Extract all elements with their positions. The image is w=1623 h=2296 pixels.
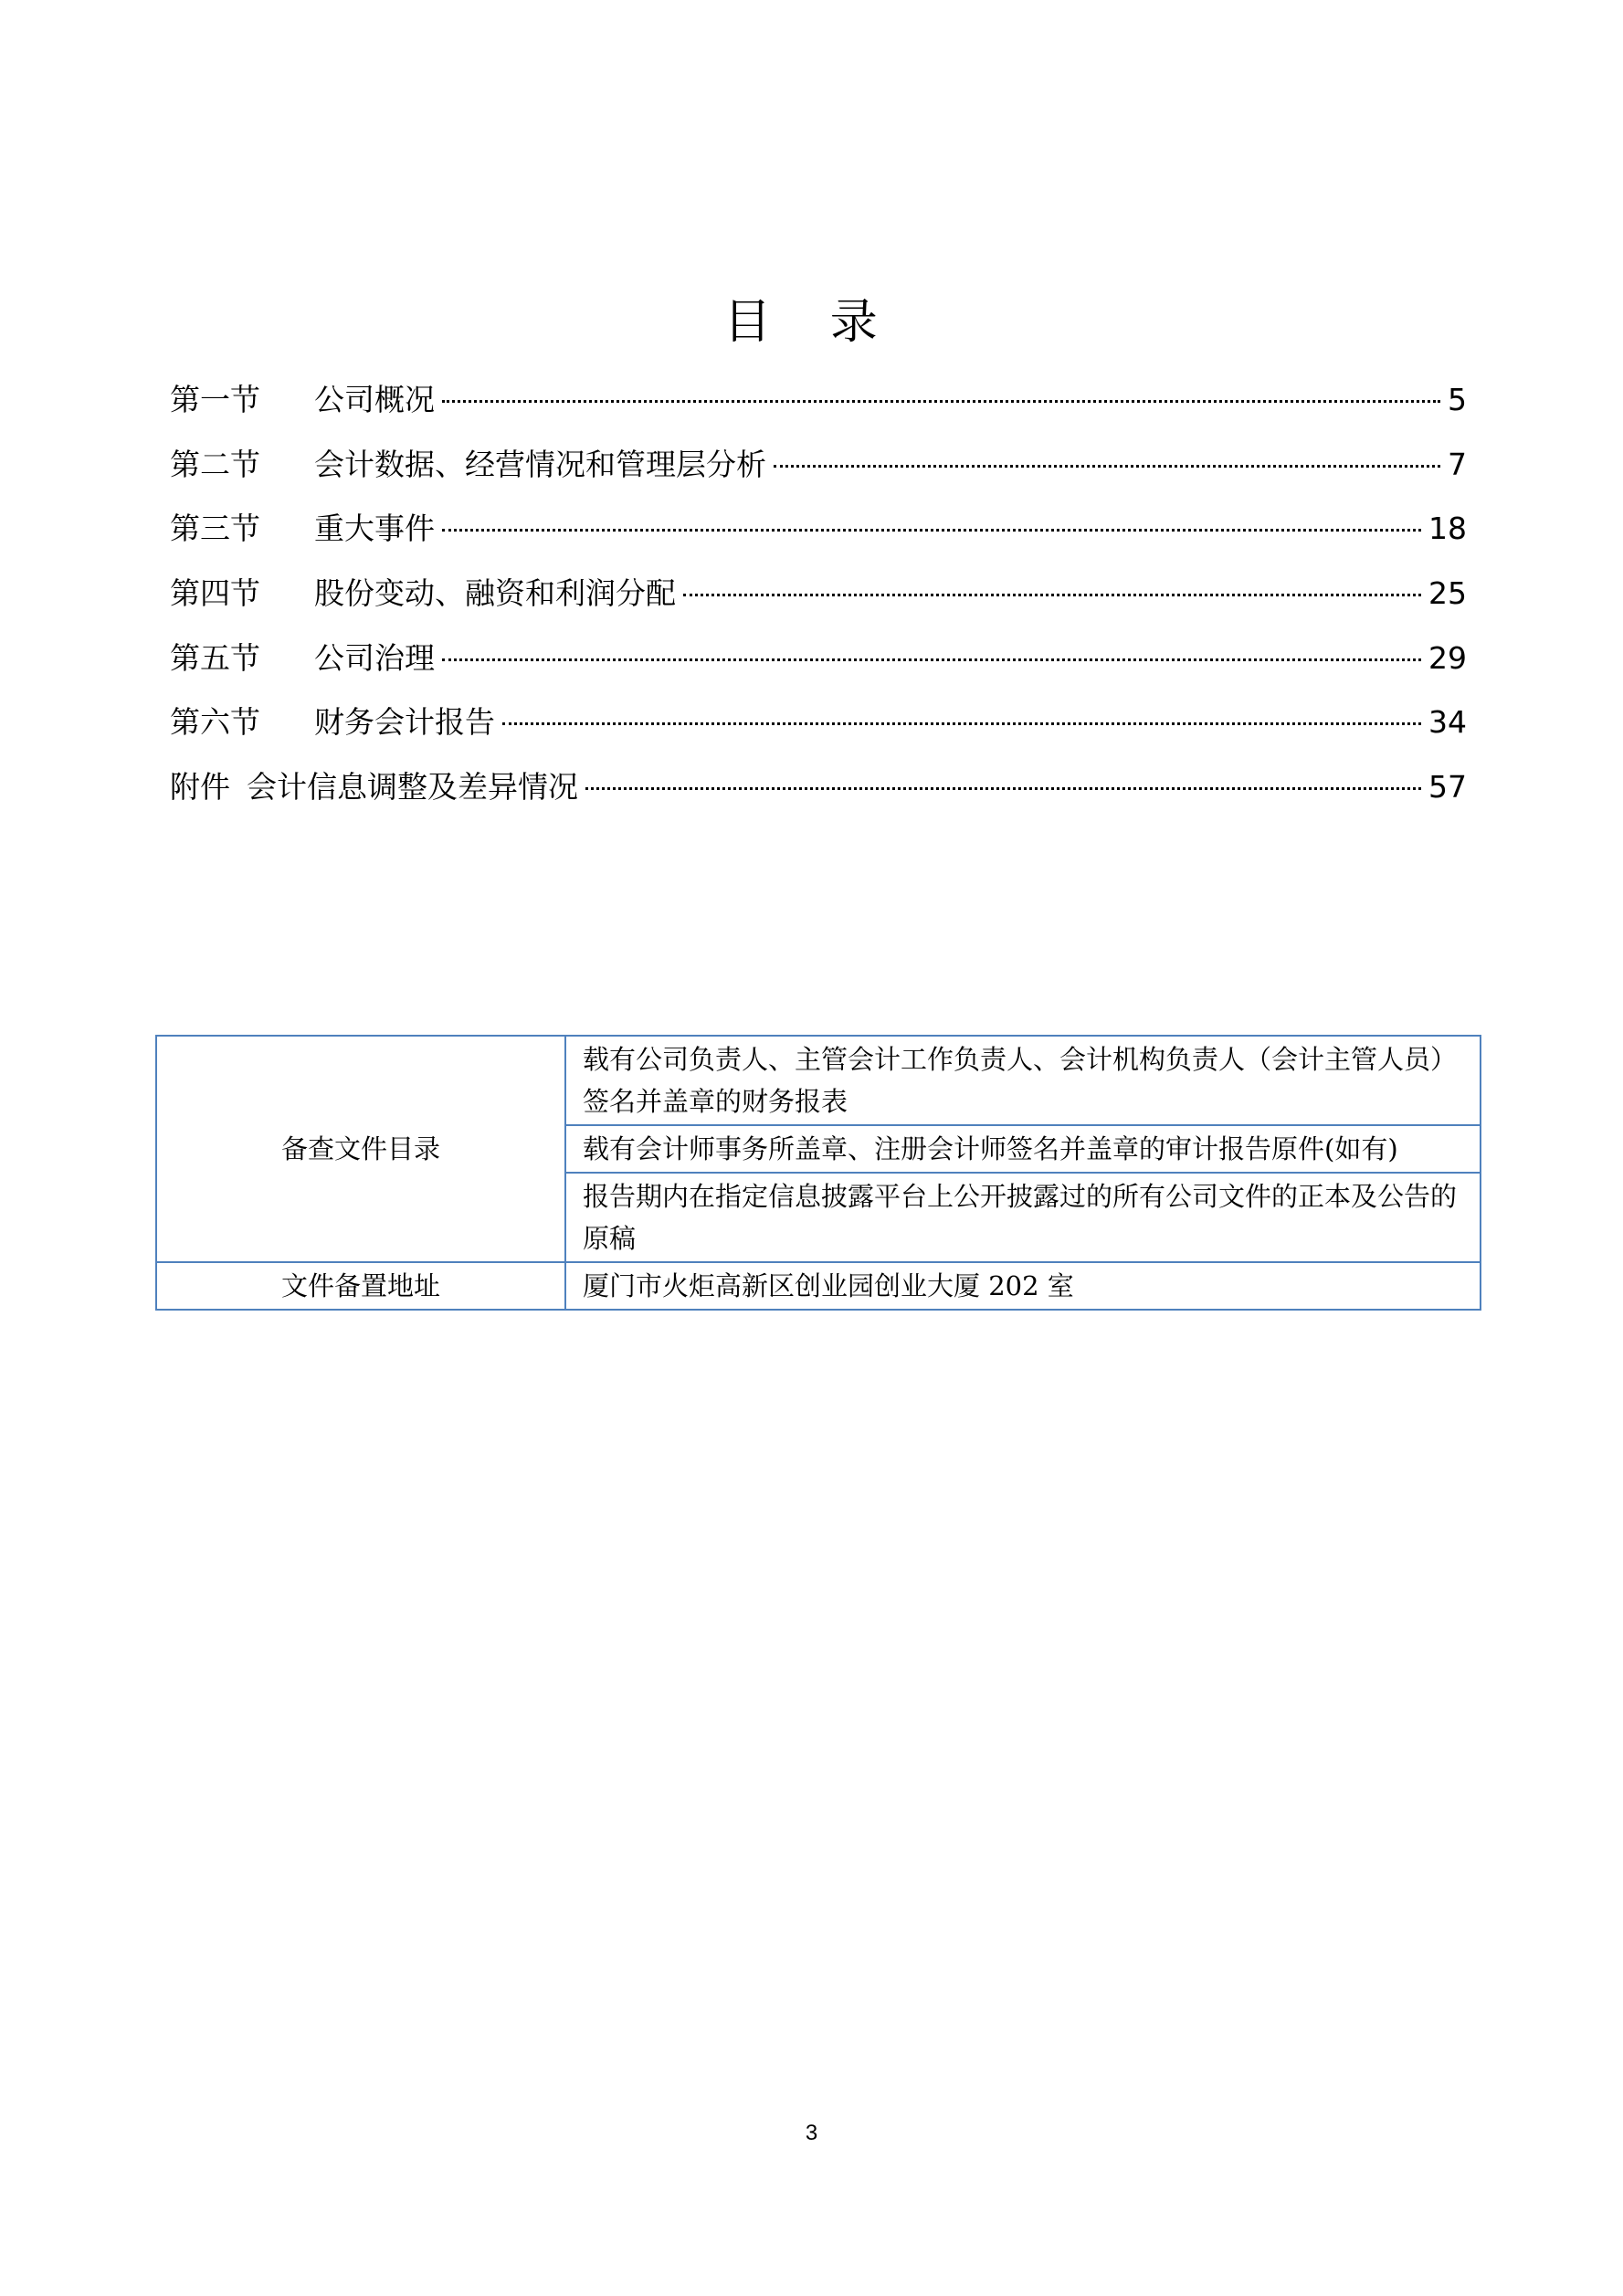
toc-entry-section-number: 第一节: [170, 382, 260, 417]
toc-entry-section-number: 第四节: [170, 575, 260, 612]
toc-entry-section-number: 附件: [170, 769, 230, 806]
docs-item-cell: 载有公司负责人、主管会计工作负责人、会计机构负责人（会计主管人员）签名并盖章的财务报表: [565, 1036, 1481, 1125]
docs-item-cell: 载有会计师事务所盖章、注册会计师签名并盖章的审计报告原件(如有): [565, 1125, 1481, 1173]
toc-dot-leader: [774, 465, 1440, 468]
toc-entry-page: 29: [1428, 639, 1467, 676]
toc-dot-leader: [442, 529, 1421, 532]
toc-entry[interactable]: [170, 570, 1467, 635]
toc-entry-page: 25: [1428, 575, 1467, 612]
toc-dot-leader: [502, 722, 1421, 725]
table-row: [156, 1036, 1481, 1125]
toc-entry-page: 7: [1448, 446, 1467, 482]
toc-entry-section-number: 第三节: [170, 511, 260, 547]
toc-entry-page: 5: [1448, 382, 1467, 417]
toc-dot-leader: [442, 658, 1421, 661]
reference-documents-table: [155, 1035, 1481, 1311]
toc-entry-page: 18: [1428, 511, 1467, 547]
toc-entry[interactable]: [170, 635, 1467, 700]
toc-entry-section-number: 第二节: [170, 446, 260, 482]
toc-entry[interactable]: [170, 505, 1467, 570]
toc-entry[interactable]: [170, 699, 1467, 764]
toc-entry[interactable]: [170, 441, 1467, 506]
toc-entry-title: 会计信息调整及差异情况: [247, 769, 578, 806]
toc-title: 目 录: [723, 295, 900, 350]
page-number: 3: [805, 2121, 818, 2145]
toc-entry-section-number: 第五节: [170, 639, 260, 676]
table-row: [156, 1262, 1481, 1310]
docs-label-cell: 备查文件目录: [156, 1036, 565, 1262]
toc-entry-title: 会计数据、经营情况和管理层分析: [314, 446, 766, 482]
toc-entry[interactable]: [170, 376, 1467, 441]
toc-entry-title: 财务会计报告: [314, 704, 495, 741]
table-of-contents: [170, 376, 1467, 828]
toc-dot-leader: [442, 400, 1440, 403]
toc-entry-appendix[interactable]: [170, 764, 1467, 828]
address-cell: 厦门市火炬高新区创业园创业大厦 202 室: [565, 1262, 1481, 1310]
docs-item-cell: 报告期内在指定信息披露平台上公开披露过的所有公司文件的正本及公告的原稿: [565, 1173, 1481, 1262]
toc-dot-leader: [683, 594, 1421, 596]
toc-entry-title: 股份变动、融资和利润分配: [314, 575, 676, 612]
toc-entry-title: 公司概况: [314, 382, 435, 417]
toc-entry-title: 重大事件: [314, 511, 435, 547]
address-label-cell: 文件备置地址: [156, 1262, 565, 1310]
toc-dot-leader: [585, 787, 1421, 790]
toc-entry-page: 34: [1428, 704, 1467, 741]
toc-entry-title: 公司治理: [314, 639, 435, 676]
toc-entry-section-number: 第六节: [170, 704, 260, 741]
toc-entry-page: 57: [1428, 769, 1467, 806]
